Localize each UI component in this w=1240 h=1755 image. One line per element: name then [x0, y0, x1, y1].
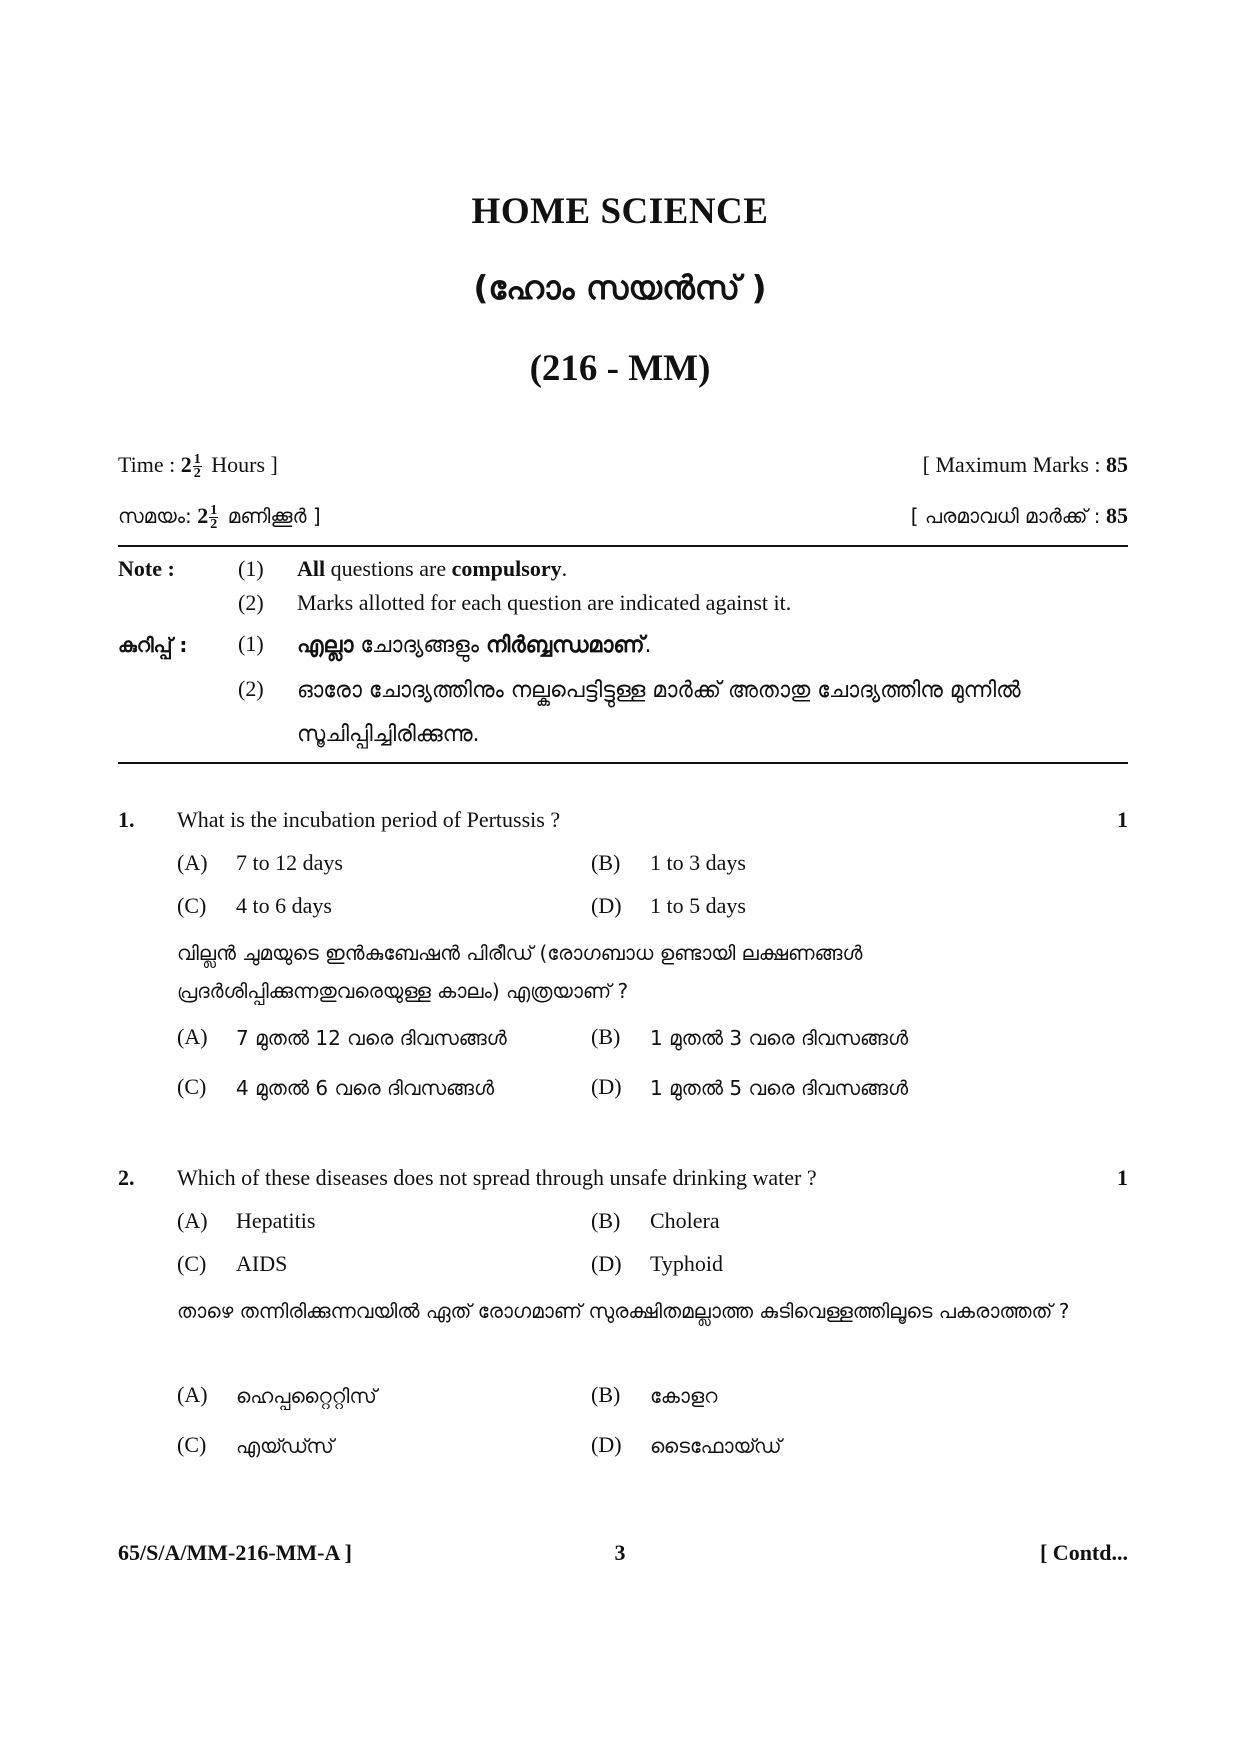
option-ml-label-a: (A) — [177, 1382, 208, 1407]
option-ml-text-a: ഹെപ്പറ്റൈറ്റിസ് — [236, 1384, 377, 1408]
note-ml-num-2: (2) — [238, 676, 264, 701]
option-text-d: Typhoid — [650, 1251, 724, 1276]
option-ml-label-c: (C) — [177, 1432, 207, 1457]
page-title: HOME SCIENCE — [471, 191, 769, 232]
option-label-d: (D) — [591, 1251, 622, 1276]
divider-top — [118, 545, 1128, 547]
time-row-ml — [118, 503, 1128, 531]
time-unit: Hours ] — [211, 452, 278, 477]
note-ml-text-2: ഓരോ ചോദ്യത്തിനും നല്കപെട്ടിട്ടുള്ള മാർക്ക് അതാതു ചോദ്യത്തിനു മുന്നിൽ സൂചിപ്പിച്ചിരിക്കുന്നു. — [297, 678, 1021, 747]
option-ml-text-c: 4 മുതൽ 6 വരെ ദിവസങ്ങൾ — [236, 1076, 495, 1100]
option-ml-text-d: 1 മുതൽ 5 വരെ ദിവസങ്ങൾ — [650, 1076, 909, 1100]
question-marks: 1 — [1117, 1165, 1128, 1190]
time-unit-ml: മണിക്കൂർ ] — [227, 504, 321, 528]
option-text-a: Hepatitis — [236, 1208, 316, 1233]
option-label-c: (C) — [177, 893, 207, 918]
note-num-1: (1) — [238, 556, 264, 581]
time-whole: 2 — [180, 452, 192, 477]
time-label-ml: സമയം: — [118, 504, 192, 528]
note-label-ml: കുറിപ്പ് : — [118, 633, 188, 657]
option-ml-label-b: (B) — [591, 1382, 621, 1407]
option-label-b: (B) — [591, 850, 621, 875]
option-ml-text-b: 1 മുതൽ 3 വരെ ദിവസങ്ങൾ — [650, 1026, 909, 1050]
page-title-malayalam: (ഹോം സയൻസ് ) — [473, 268, 767, 307]
option-text-c: 4 to 6 days — [236, 893, 332, 918]
question-text: Which of these diseases does not spread through unsafe drinking water ? — [177, 1165, 817, 1190]
option-text-b: 1 to 3 days — [650, 850, 746, 875]
max-marks-en: [ Maximum Marks : 85 — [922, 452, 1128, 477]
option-label-d: (D) — [591, 893, 622, 918]
option-text-b: Cholera — [650, 1208, 720, 1233]
question-marks: 1 — [1117, 807, 1128, 832]
note-num-2: (2) — [238, 590, 264, 615]
option-ml-text-d: ടൈഫോയ്ഡ് — [650, 1434, 782, 1458]
option-ml-label-b: (B) — [591, 1024, 621, 1049]
time-row-en — [118, 452, 1128, 480]
max-marks-ml: [ പരമാവധി മാർക്ക് : 85 — [910, 503, 1128, 528]
page-number: 3 — [614, 1540, 626, 1565]
question-number: 1. — [118, 807, 135, 832]
note-ml-num-1: (1) — [238, 631, 264, 656]
question-text: What is the incubation period of Pertussis ? — [177, 807, 561, 832]
option-label-c: (C) — [177, 1251, 207, 1276]
subject-code: (216 - MM) — [529, 348, 711, 389]
note-ml-text-1: എല്ലാ ചോദ്യങ്ങളും നിർബ്ബന്ധമാണ്. — [297, 633, 652, 658]
option-label-b: (B) — [591, 1208, 621, 1233]
note-text-2: Marks allotted for each question are indicated against it. — [297, 590, 792, 615]
time-whole-ml: 2 — [197, 503, 209, 528]
option-ml-label-c: (C) — [177, 1074, 207, 1099]
option-ml-text-b: കോളറ — [650, 1384, 718, 1408]
option-ml-label-a: (A) — [177, 1024, 208, 1049]
time-fraction: $\frac{1}{2}$ — [193, 452, 201, 482]
time-label: Time : — [118, 452, 176, 477]
paper-code: 65/S/A/MM-216-MM-A ] — [118, 1540, 352, 1565]
question-text-ml: താഴെ തന്നിരിക്കുന്നവയിൽ ഏത് രോഗമാണ് സുരക്ഷിതമല്ലാത്ത കുടിവെള്ളത്തിലൂടെ പകരാത്തത് ? — [177, 1299, 1070, 1323]
option-text-a: 7 to 12 days — [236, 850, 343, 875]
option-ml-label-d: (D) — [591, 1432, 622, 1457]
question-text-ml: വില്ലൻ ചുമയുടെ ഇൻകുബേഷൻ പിരീഡ് (രോഗബാധ ഉണ്ടായി ലക്ഷണങ്ങൾ പ്രദർശിപ്പിക്കുന്നതുവരെയുള്ള കാലം) എത്രയാണ് ? — [177, 941, 863, 1003]
divider-notes — [118, 762, 1128, 764]
option-label-a: (A) — [177, 850, 208, 875]
option-ml-text-a: 7 മുതൽ 12 വരെ ദിവസങ്ങൾ — [236, 1026, 507, 1050]
question-number: 2. — [118, 1165, 135, 1190]
option-ml-text-c: എയ്ഡ്സ് — [236, 1434, 334, 1458]
option-ml-label-d: (D) — [591, 1074, 622, 1099]
note-text-1: All questions are compulsory. — [297, 556, 568, 581]
continued-label: [ Contd... — [1039, 1540, 1128, 1565]
option-text-c: AIDS — [236, 1251, 288, 1276]
time-fraction-ml: $\frac{1}{2}$ — [210, 503, 218, 533]
option-label-a: (A) — [177, 1208, 208, 1233]
option-text-d: 1 to 5 days — [650, 893, 746, 918]
note-label: Note : — [118, 556, 175, 581]
